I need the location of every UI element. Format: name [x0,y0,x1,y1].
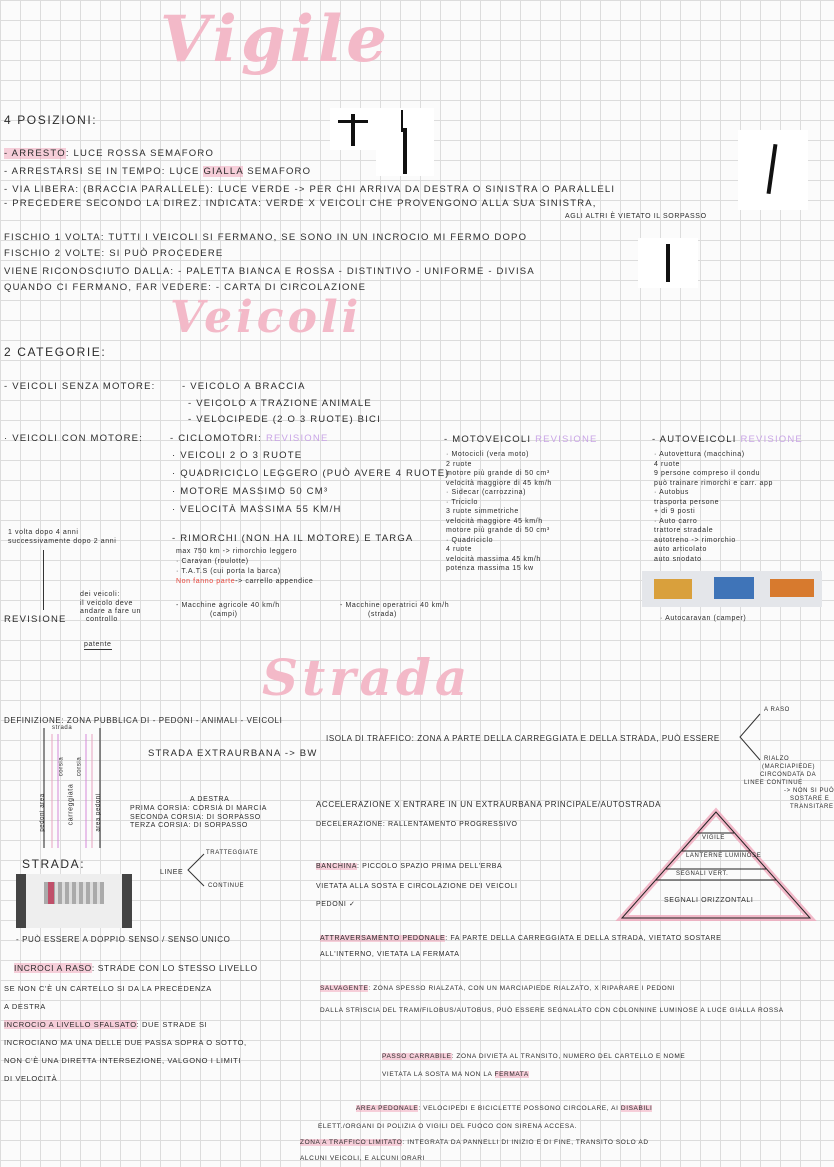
gialla-highlight: GIALLA [203,166,244,177]
list-item: trasporta persone [654,498,720,506]
list-item: · Auto carro [654,517,698,525]
isola-type: -> NON SI PUÒ [784,788,834,794]
non-fanno-text: Non fanno parte [176,578,236,585]
isola-type: RIALZO [764,756,790,762]
list-item: · Autovettura (macchina) [654,451,745,458]
pyramid-level: VIGILE [702,835,725,841]
doppio-senso: - PUÒ ESSERE A DOPPIO SENSO / SENSO UNICO [16,935,231,944]
patente: patente [84,641,112,648]
corsia-line: PRIMA CORSIA: CORSIA DI MARCIA [130,805,268,812]
isola-type: A RASO [764,707,790,713]
isola-type: TRANSITARE [790,804,834,810]
salvagente-label: SALVAGENTE [320,985,369,992]
autoveicoli-text: - AUTOVEICOLI [652,434,737,445]
revisione-tag: REVISIONE [265,433,329,444]
incroci-line: A DESTRA [4,1002,46,1011]
list-item: · Quadriciclo [446,536,494,544]
diagram-pedoni: pedoni area [39,793,46,832]
linee-type: CONTINUE [208,883,245,889]
autoveicoli-label [652,434,803,446]
definizione: DEFINIZIONE: ZONA PUBBLICA DI - PEDONI - ANIMALI - VEICOLI [4,716,283,725]
isola-type: SOSTARE E [790,796,830,802]
truck-icon [654,579,692,599]
incrocio-sfalsato-label: INCROCIO A LIVELLO SFALSATO [4,1020,137,1029]
isola-brace [738,712,762,762]
incroci-line: SE NON C'È UN CARTELLO SI DA LA PRECEDENZA [4,984,212,993]
incrocio-line: INCROCIANO MA UNA DELLE DUE PASSA SOPRA O SOTTO, [4,1038,247,1047]
title-vigile: Vigile [160,2,391,77]
diagram-pedoni: area pedoni [95,793,102,832]
dei-veicoli: controllo [86,616,118,623]
list-item: motore più grande di 50 cm³ [446,527,550,534]
list-item: auto articolato [654,546,707,553]
senza-item: - VEICOLO A BRACCIA [182,381,306,392]
list-item: potenza massima 15 kw [446,565,534,572]
diagram-corsia: corsia [76,756,83,777]
list-item: · Motocicli (vera moto) [446,451,530,458]
area-pedonale-text: : VELOCIPEDI E BICICLETTE POSSONO CIRCOLARE, AI [418,1105,621,1112]
salvagente [320,984,675,993]
list-item: · Sidecar (carrozzina) [446,489,527,496]
passo-carrabile-text: : ZONA DIVIETA AL TRANSITO, NUMERO DEL CARTELLO E NOME [451,1053,686,1060]
macchine-agricole: - Macchine agricole 40 km/h [176,602,280,609]
banchina-line: VIETATA ALLA SOSTA E CIRCOLAZIONE DEI VEICOLI [316,883,518,890]
attraversamento-label: ATTRAVERSAMENTO PEDONALE [320,935,446,942]
pyramid-level: LANTERNE LUMINOSE [686,853,762,859]
list-item: 4 ruote [654,460,680,468]
area-pedonale-line: ELETT./ORGANI DI POLIZIA O VIGILI DEL FUOCO CON SIRENA ACCESA. [318,1123,578,1130]
revisione-note: 1 volta dopo 4 anni [8,529,79,536]
incrocio-sfalsato [4,1020,207,1029]
incrocio-sfalsato-text: : DUE STRADE SI [136,1020,208,1029]
arresto-label: - ARRESTO [4,148,66,159]
incroci-raso-label: INCROCI A RASO [14,963,92,973]
ciclomotori-text: - CICLOMOTORI: [170,433,263,444]
carrello-text: -> carrello appendice [235,578,314,585]
lorry-icon [714,577,754,599]
list-item: velocità maggiore 45 km/h [446,517,543,525]
arrestarsi-post: SEMAFORO [243,166,312,177]
rimorchi-line: max 750 km -> rimorchio leggero [176,548,298,555]
fermata-highlight: FERMATA [494,1071,529,1078]
diagram-carreggiata: carreggiata [67,783,75,826]
arresto-text: : LUCE ROSSA SEMAFORO [65,148,215,159]
area-pedonale-label: AREA PEDONALE [356,1105,419,1112]
fischio-1: FISCHIO 1 VOLTA: TUTTI I VEICOLI SI FERMANO, SE SONO IN UN INCROCIO MI FERMO DOPO [4,232,528,243]
rimorchi-line: - RIMORCHI (NON HA IL MOTORE) E TARGA [172,533,414,544]
pyramid-level: SEGNALI ORIZZONTALI [664,897,754,904]
list-item: auto snodato [654,555,702,563]
arrow-up [43,550,44,610]
bus-icon [770,579,814,597]
decelerazione: DECELERAZIONE: RALLENTAMENTO PROGRESSIVO [316,821,518,828]
rule-via-libera: - VIA LIBERA: (BRACCIA PARALLELE): LUCE VERDE -> PER CHI ARRIVA DA DESTRA O SINISTRA O PARALLELI [4,184,616,195]
ztl-line: ALCUNI VEICOLI, E ALCUNI ORARI [300,1155,425,1162]
list-item: velocità massima 45 km/h [446,555,541,563]
banchina-label: BANCHINA [316,863,357,870]
passo-carrabile-label: PASSO CARRABILE [382,1053,452,1060]
list-item: · Triciclo [446,498,479,506]
banchina-line: PEDONI ✓ [316,901,356,908]
non-fanno-parte [176,577,313,586]
list-item: · Autobus [654,489,689,496]
ztl-text: : INTEGRATA DA PANNELLI DI INIZIO E DI FINE, TRANSITO SOLO AD [402,1139,649,1146]
list-item: 9 persone compreso il condu [654,470,761,477]
title-veicoli: Veicoli [170,292,363,343]
ciclomotori-label [170,433,329,445]
title-strada: Strada [262,648,472,707]
list-item: + di 9 posti [654,508,696,515]
fischio-2: FISCHIO 2 VOLTE: SI PUÒ PROCEDERE [4,248,224,259]
rimorchi-line: · T.A.T.S (cui porta la barca) [176,568,281,575]
isola: ISOLA DI TRAFFICO: ZONA A PARTE DELLA CARREGGIATA E DELLA STRADA, PUÒ ESSERE [326,734,720,743]
con-motore-label: · VEICOLI CON MOTORE: [4,433,144,444]
corsia-line: TERZA CORSIA: DI SORPASSO [130,822,248,829]
dei-veicoli: dei veicoli: [80,591,120,598]
fermano: QUANDO CI FERMANO, FAR VEDERE: - CARTA DI CIRCOLAZIONE [4,282,367,293]
salvagente-text: : ZONA SPESSO RIALZATA, CON UN MARCIAPIEDE RIALZATO, X RIPARARE I PEDONI [368,985,676,992]
extraurbana: STRADA EXTRAURBANA -> BW [148,748,318,759]
arrestarsi-text: - ARRESTARSI SE IN TEMPO: LUCE [4,166,204,177]
corsia-line: SECONDA CORSIA: DI SORPASSO [130,814,261,821]
revisione-note: successivamente dopo 2 anni [8,538,117,545]
rule-precedere: - PRECEDERE SECONDO LA DIREZ. INDICATA: VERDE X VEICOLI CHE PROVENGONO ALLA SUA SINISTRA, [4,198,597,209]
rimorchi-line: · Caravan (roulotte) [176,558,249,565]
officer-whistle-image [638,238,698,288]
list-item: trattore stradale [654,527,714,534]
motoveicoli-label [444,434,598,446]
disabili-highlight: DISABILI [620,1105,653,1112]
senza-item: - VEICOLO A TRAZIONE ANIMALE [188,398,372,409]
road-image [16,874,132,928]
ciclo-item: · VEICOLI 2 O 3 RUOTE [172,450,303,461]
revisione-tag: REVISIONE [740,434,803,445]
isola-type: CIRCONDATA DA [760,772,817,778]
incroci-raso [14,964,258,973]
linee-type: TRATTEGGIATE [206,850,259,856]
revisione-word: REVISIONE [4,614,67,625]
salvagente-line: DALLA STRISCIA DEL TRAM/FILOBUS/AUTOBUS, PUÒ ESSERE SEGNALATO CON COLONNINE LUMINOSE A LUCE GIALLA ROSSA [320,1007,784,1014]
list-item: 2 ruote [446,460,472,468]
motoveicoli-text: - MOTOVEICOLI [444,434,532,445]
ciclo-item: · QUADRICICLO LEGGERO (PUÒ AVERE 4 RUOTE) [172,468,450,479]
diagram-strada: strada [52,725,73,731]
attraversamento [320,934,721,943]
ciclo-item: · MOTORE MASSIMO 50 CM³ [172,486,329,497]
ciclo-item: · VELOCITÀ MASSIMA 55 KM/H [172,504,342,515]
list-item: 3 ruote simmetriche [446,508,519,515]
officer-raised-arm-image [376,108,434,176]
categorie-heading: 2 CATEGORIE: [4,345,107,359]
pyramid-level: SEGNALI VERT. [676,871,729,877]
senza-item: - VELOCIPEDE (2 O 3 RUOTE) BICI [188,414,381,425]
banchina [316,862,502,871]
strada-label: STRADA: [22,857,86,871]
passo-carrabile-line [382,1070,529,1079]
revisione-tag: REVISIONE [535,434,598,445]
ztl [300,1138,649,1147]
list-item: autotreno -> rimorchio [654,536,736,544]
riconosciuto: VIENE RICONOSCIUTO DALLA: - PALETTA BIANCA E ROSSA - DISTINTIVO - UNIFORME - DIVISA [4,266,535,277]
rule-arrestarsi [4,166,311,178]
macchine-agricole-note: (campi) [210,611,238,618]
accelerazione: ACCELERAZIONE X ENTRARE IN UN EXTRAURBANA PRINCIPALE/AUTOSTRADA [316,800,662,809]
list-item: motore più grande di 50 cm³ [446,470,550,477]
incrocio-line: NON C'È UNA DIRETTA INTERSEZIONE, VALGONO I LIMITI [4,1056,242,1065]
area-pedonale [356,1104,652,1113]
macchine-operatrici-note: (strada) [368,611,397,618]
linee-brace [186,852,206,888]
incroci-raso-text: : STRADE CON LO STESSO LIVELLO [91,963,258,973]
linee-label: LINEE [160,869,184,876]
dei-veicoli: andare a fare un [80,608,141,615]
officer-diagonal-image [738,130,808,210]
autocaravan: · Autocaravan (camper) [660,615,747,622]
dei-veicoli: il veicolo deve [80,600,133,607]
incrocio-line: DI VELOCITÀ [4,1074,58,1083]
list-item: velocità maggiore di 45 km/h [446,479,552,487]
passo-carrabile [382,1052,685,1061]
officer-arrest-image [330,108,376,150]
macchine-operatrici: - Macchine operatrici 40 km/h [340,602,450,609]
attraversamento-line: ALL'INTERNO, VIETATA LA FERMATA [320,951,460,958]
vehicles-image [642,571,822,607]
list-item: 4 ruote [446,546,472,553]
positions-heading: 4 POSIZIONI: [4,113,98,127]
isola-type: (MARCIAPIEDE) [762,764,816,770]
passo-carrabile-sosta: VIETATA LA SOSTA MA NON LA [382,1071,495,1078]
ztl-label: ZONA A TRAFFICO LIMITATO [300,1139,403,1146]
rule-arresto [4,148,214,160]
attraversamento-text: : FA PARTE DELLA CARREGGIATA E DELLA STRADA, VIETATO SOSTARE [445,935,722,942]
diagram-corsia: corsia [58,756,65,777]
list-item: può trainare rimorchi e carr. app [654,479,774,487]
senza-motore-label: - VEICOLI SENZA MOTORE: [4,381,156,392]
corsie-note: A DESTRA [190,796,230,803]
banchina-text: : PICCOLO SPAZIO PRIMA DELL'ERBA [356,863,503,870]
isola-type: LINEE CONTINUE [744,780,803,786]
rule-sorpasso: AGLI ALTRI È VIETATO IL SORPASSO [565,213,707,220]
